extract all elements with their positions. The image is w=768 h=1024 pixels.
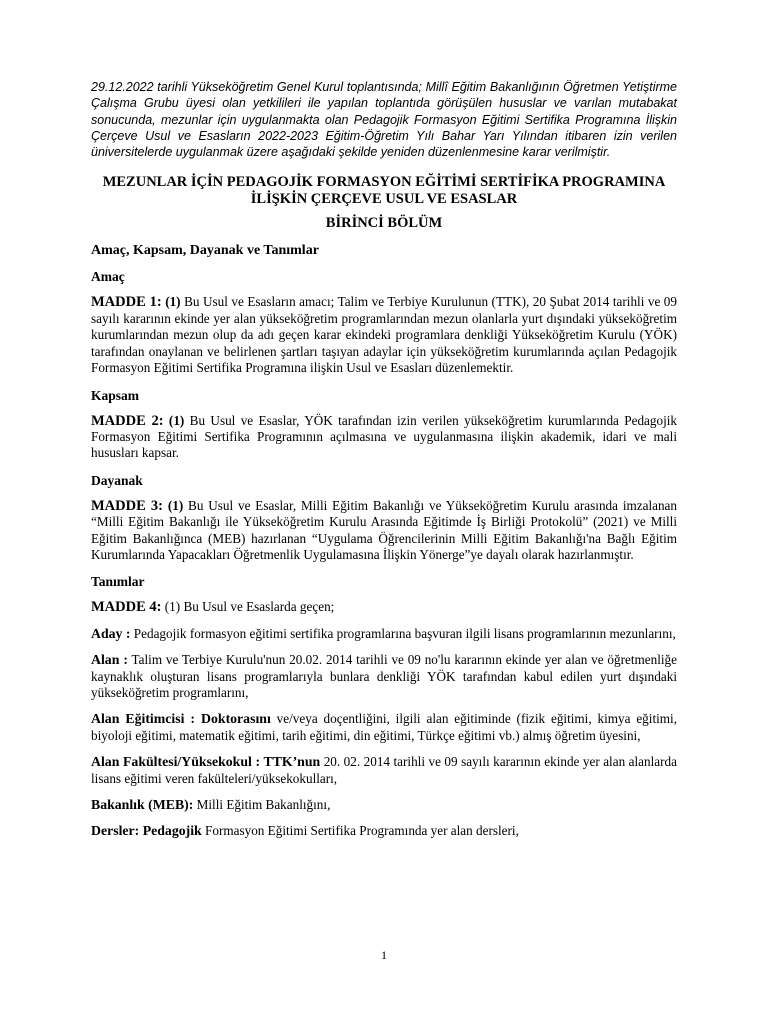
article-1	[91, 294, 677, 376]
definition-aday	[91, 626, 677, 642]
definition-term: Bakanlık (MEB):	[91, 797, 194, 813]
article-3-text: Bu Usul ve Esaslar, Milli Eğitim Bakanlığı ve Yükseköğretim Kurulu arasında imzalanan “Milli Eğitim Bakanlığı ile Yükseköğretim Kurulu Arasında Eğitimde İş Birliği Protokolü” (2021) ve Milli Eğitim Bakanlığınca (MEB) hazırlanan “Uygulama Öğrencilerinin Milli Eğitim Bakanlığı'na Bağlı Eğitim Kurumlarında Yapacakları Öğretmenlik Uygulamasına İlişkin Yönerge”ye dayalı olarak hazırlanmıştır.	[91, 497, 678, 562]
article-2-heading: Kapsam	[91, 387, 140, 403]
definition-alan-fakultesi	[91, 754, 677, 787]
article-1-text: Bu Usul ve Esasların amacı; Talim ve Terbiye Kurulunun (TTK), 20 Şubat 2014 tarihli ve 09 sayılı kararının ekinde yer alan yükseköğretim programlarından mezun olanlarla yurt dışındaki yükseköğretim kurumlarından mezun olup da adı geçen karar ekindeki programlara denkliği Yükseköğretim Kurulu (YÖK) tarafından onaylanan ve belirlenen şartları taşıyan adaylar için yükseköğretim kurumlarında açılan Pedagojik Formasyon Eğitimi Sertifika Programına ilişkin Usul ve Esasları düzenlemektir.	[91, 294, 677, 376]
article-2-number: (1)	[168, 412, 185, 428]
article-1-number: (1)	[165, 294, 181, 310]
article-1-label: MADDE 1:	[91, 294, 162, 311]
definition-term: Alan :	[91, 652, 128, 668]
article-3	[91, 498, 677, 564]
definition-dersler	[91, 823, 677, 839]
article-2-label: MADDE 2:	[91, 412, 164, 429]
chapter-heading: BİRİNCİ BÖLÜM	[325, 215, 443, 232]
article-1-heading: Amaç	[91, 269, 125, 285]
article-4-text: (1) Bu Usul ve Esaslarda geçen;	[161, 599, 335, 615]
definition-alan-egitimcisi	[91, 711, 677, 744]
definition-text: Pedagojik formasyon eğitimi sertifika programlarına başvuran ilgili lisans programlarının mezunlarını,	[130, 625, 676, 641]
intro-paragraph: 29.12.2022 tarihli Yükseköğretim Genel Kurul toplantısında; Millî Eğitim Bakanlığının Öğretmen Yetiştirme Çalışma Grubu üyesi olan yetkilileri ile yapılan toplantıda görüşülen hususlar ve varılan mutabakat sonucunda, mezunlar için uygulanmakta olan Pedagojik Formasyon Eğitimi Sertifika Programına İlişkin Çerçeve Usul ve Esasların 2022-2023 Eğitim-Öğretim Yılı Bahar Yarı Yılından itibaren izin verilen üniversitelerde uygulanmak üzere aşağıdaki şekilde yeniden düzenlenmesine karar verilmiştir.	[91, 80, 677, 160]
document-title: MEZUNLAR İÇİN PEDAGOJİK FORMASYON EĞİTİMİ SERTİFİKA PROGRAMINA İLİŞKİN ÇERÇEVE USUL VE ESASLAR	[102, 174, 666, 207]
article-4-heading: Tanımlar	[91, 574, 145, 590]
definition-text: 20. 02. 2014 tarihli ve 09 sayılı kararının ekinde yer alan alanlarda lisans eğitimi veren fakülteleri/yüksekokulları,	[91, 754, 677, 786]
definition-term: Alan Fakültesi/Yüksekokul : TTK’nun	[91, 754, 321, 770]
section-heading: Amaç, Kapsam, Dayanak ve Tanımlar	[91, 243, 319, 259]
page-number: 1	[381, 948, 387, 962]
article-2	[91, 413, 677, 462]
article-3-label: MADDE 3:	[91, 497, 164, 514]
definition-text: ve/veya doçentliğini, ilgili alan eğitiminde (fizik eğitimi, kimya eğitimi, biyoloji eğitimi, matematik eğitimi, tarih eğitimi, din eğitimi, Türkçe eğitimi vb.) almış öğretim üyesini,	[91, 711, 677, 743]
definition-bakanlik	[91, 797, 677, 813]
definition-term: Alan Eğitimcisi : Doktorasını	[91, 711, 271, 727]
article-2-text: Bu Usul ve Esaslar, YÖK tarafından izin verilen yükseköğretim kurumlarında Pedagojik Formasyon Eğitimi Sertifika Programının açılmasına ve uygulanmasına ilişkin akademik, idari ve mali hususları kapsar.	[91, 412, 678, 461]
article-3-heading: Dayanak	[91, 472, 143, 488]
document-body	[91, 79, 677, 850]
definition-term: Aday :	[91, 625, 131, 641]
article-4	[91, 599, 677, 615]
definition-text: Formasyon Eğitimi Sertifika Programında yer alan dersleri,	[201, 823, 519, 839]
definition-term: Dersler: Pedagojik	[91, 823, 202, 839]
article-3-number: (1)	[167, 497, 184, 513]
definition-text: Talim ve Terbiye Kurulu'nun 20.02. 2014 tarihli ve 09 no'lu kararının ekinde yer alan ve öğretmenliğe kaynaklık oluşturan lisans programlarıyla bunlara denkliği YÖK tarafından kabul edilen yurt dışındaki yükseköğretim programlarını,	[91, 652, 677, 700]
article-4-label: MADDE 4:	[91, 599, 162, 616]
definition-alan	[91, 652, 677, 701]
definition-text: Milli Eğitim Bakanlığını,	[193, 797, 331, 813]
